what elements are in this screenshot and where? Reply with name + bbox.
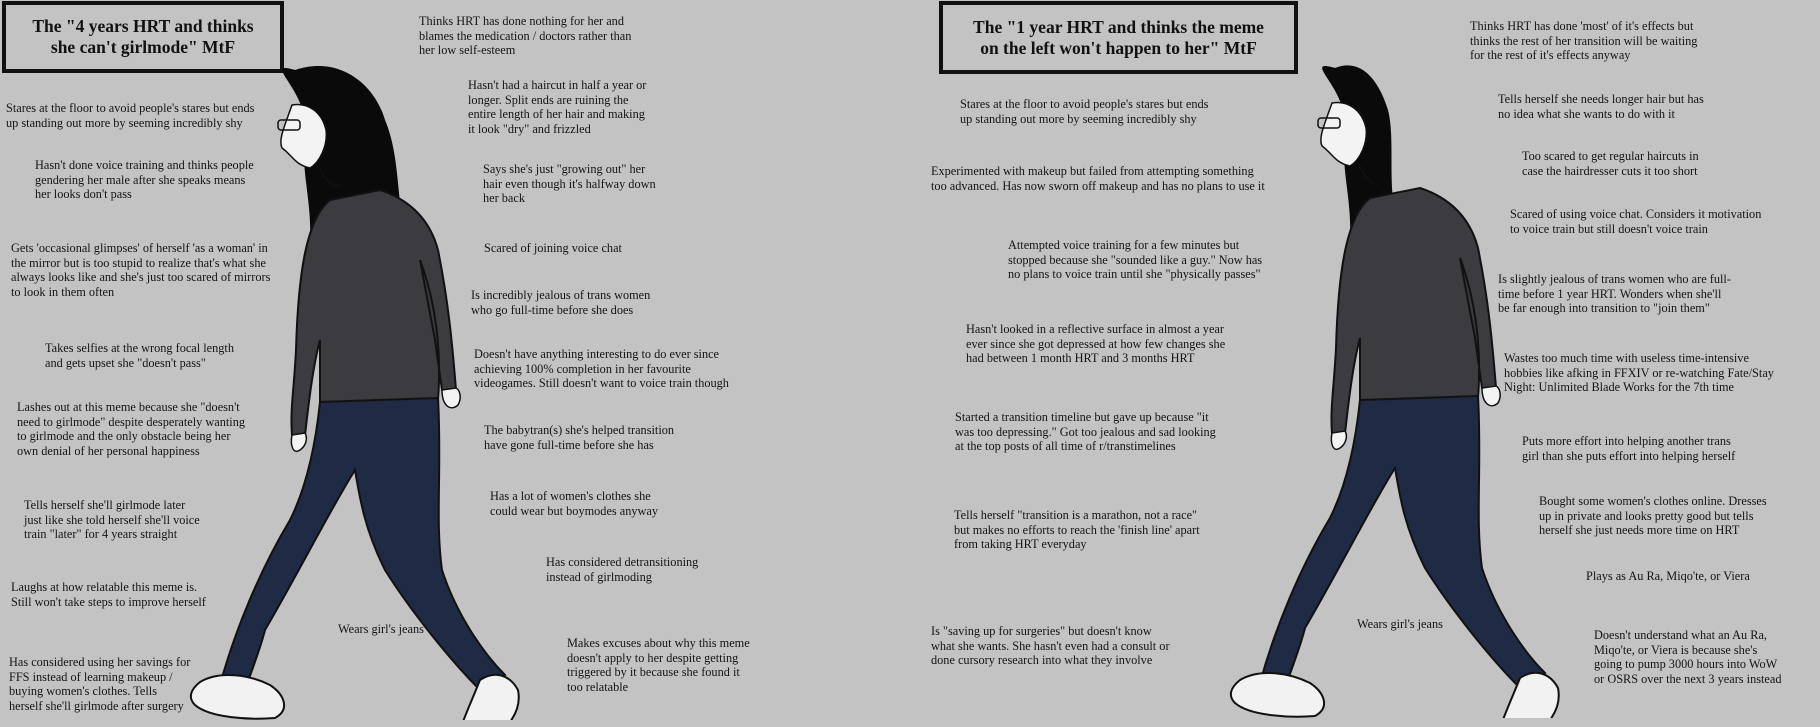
caption: Is incredibly jealous of trans women who go full-time before she does — [471, 288, 651, 317]
caption: Has considered detransitioning instead of girlmoding — [546, 555, 699, 584]
caption: Wears girl's jeans — [338, 622, 424, 636]
right-panel — [910, 0, 1820, 727]
caption: Wears girl's jeans — [1357, 617, 1443, 631]
caption: Is "saving up for surgeries" but doesn't know what she wants. She hasn't even had a consult or done cursory research into what they involve — [931, 624, 1170, 668]
caption: Says she's just "growing out" her hair even though it's halfway down her back — [483, 162, 656, 206]
caption: Too scared to get regular haircuts in case the hairdresser cuts it too short — [1522, 149, 1699, 178]
right-shoe — [459, 675, 519, 720]
caption: Makes excuses about why this meme doesn't apply to her despite getting triggered by it because she found it too relatable — [567, 636, 750, 694]
caption: Gets 'occasional glimpses' of herself 'as a woman' in the mirror but is too stupid to realize that's what she always looks like and she's just too scared of mirrors to look in them often — [11, 241, 271, 299]
caption: Attempted voice training for a few minutes but stopped because she "sounded like a guy." Now has no plans to voice train until she "physically passes" — [1008, 238, 1263, 282]
caption: Has a lot of women's clothes she could wear but boymodes anyway — [490, 489, 659, 518]
caption: The babytran(s) she's helped transition have gone full-time before she has — [484, 423, 675, 452]
caption: Lashes out at this meme because she "doesn't need to girlmode" despite desperately wanting to girlmode and the only obstacle being her own denial of her personal happiness — [17, 400, 246, 458]
right-title-text: The "1 year HRT and thinks the meme on the left won't happen to her" MtF — [973, 16, 1264, 58]
caption: Wastes too much time with useless time-intensive hobbies like afking in FFXIV or re-watching Fate/Stay Night: Unlimited Blade Works for the 7th time — [1504, 351, 1774, 395]
caption: Doesn't understand what an Au Ra, Miqo'te, or Viera is because she's going to pump 3000 hours into WoW or OSRS over the next 3 years instead — [1594, 628, 1782, 686]
caption: Plays as Au Ra, Miqo'te, or Viera — [1586, 569, 1750, 583]
jeans — [1260, 396, 1545, 688]
right-shoe — [1499, 673, 1559, 718]
caption: Bought some women's clothes online. Dresses up in private and looks pretty good but tells herself she just needs more time on HRT — [1539, 494, 1767, 538]
jeans — [220, 398, 505, 690]
caption: Started a transition timeline but gave up because "it was too depressing." Got too jealous and sad looking at the top posts of all time of r/transtimelines — [955, 410, 1216, 454]
caption: Hasn't done voice training and thinks people gendering her male after she speaks means her looks don't pass — [35, 158, 254, 202]
caption: Hasn't looked in a reflective surface in almost a year ever since she got depressed at how few changes she had between 1 month HRT and 3 months HRT — [966, 322, 1226, 366]
caption: Tells herself "transition is a marathon, not a race" but makes no efforts to reach the 'finish line' apart from taking HRT everyday — [954, 508, 1200, 552]
left-shoe — [1231, 673, 1324, 717]
caption: Tells herself she needs longer hair but has no idea what she wants to do with it — [1498, 92, 1704, 121]
caption: Stares at the floor to avoid people's stares but ends up standing out more by seeming incredibly shy — [960, 97, 1209, 126]
caption: Puts more effort into helping another trans girl than she puts effort into helping herself — [1522, 434, 1736, 463]
caption: Doesn't have anything interesting to do ever since achieving 100% completion in her favourite videogames. Still doesn't want to voice train though — [474, 347, 729, 391]
left-title-text: The "4 years HRT and thinks she can't girlmode" MtF — [32, 16, 254, 57]
caption: Has considered using her savings for FFS instead of learning makeup / buying women's clothes. Tells herself she'll girlmode after surgery — [9, 655, 191, 713]
caption: Tells herself she'll girlmode later just like she told herself she'll voice train "later" for 4 years straight — [24, 498, 200, 542]
caption: Thinks HRT has done 'most' of it's effects but thinks the rest of her transition will be waiting for the rest of it's effects anyway — [1470, 19, 1698, 63]
caption: Scared of using voice chat. Considers it motivation to voice train but still doesn't voice train — [1510, 207, 1762, 236]
left-shoe — [191, 675, 284, 719]
caption: Hasn't had a haircut in half a year or longer. Split ends are ruining the entire length of her hair and making it look "dry" and frizzled — [468, 78, 647, 136]
caption: Experimented with makeup but failed from attempting something too advanced. Has now sworn off makeup and has no plans to use it — [931, 164, 1265, 193]
caption: Thinks HRT has done nothing for her and blames the medication / doctors rather than her low self-esteem — [419, 14, 632, 58]
caption: Stares at the floor to avoid people's stares but ends up standing out more by seeming incredibly shy — [6, 101, 255, 130]
caption: Scared of joining voice chat — [484, 241, 622, 255]
caption: Laughs at how relatable this meme is. Still won't take steps to improve herself — [11, 580, 206, 609]
caption: Takes selfies at the wrong focal length and gets upset she "doesn't pass" — [45, 341, 234, 370]
caption: Is slightly jealous of trans women who are full- time before 1 year HRT. Wonders when she'll be far enough into transition to "join them" — [1498, 272, 1731, 316]
